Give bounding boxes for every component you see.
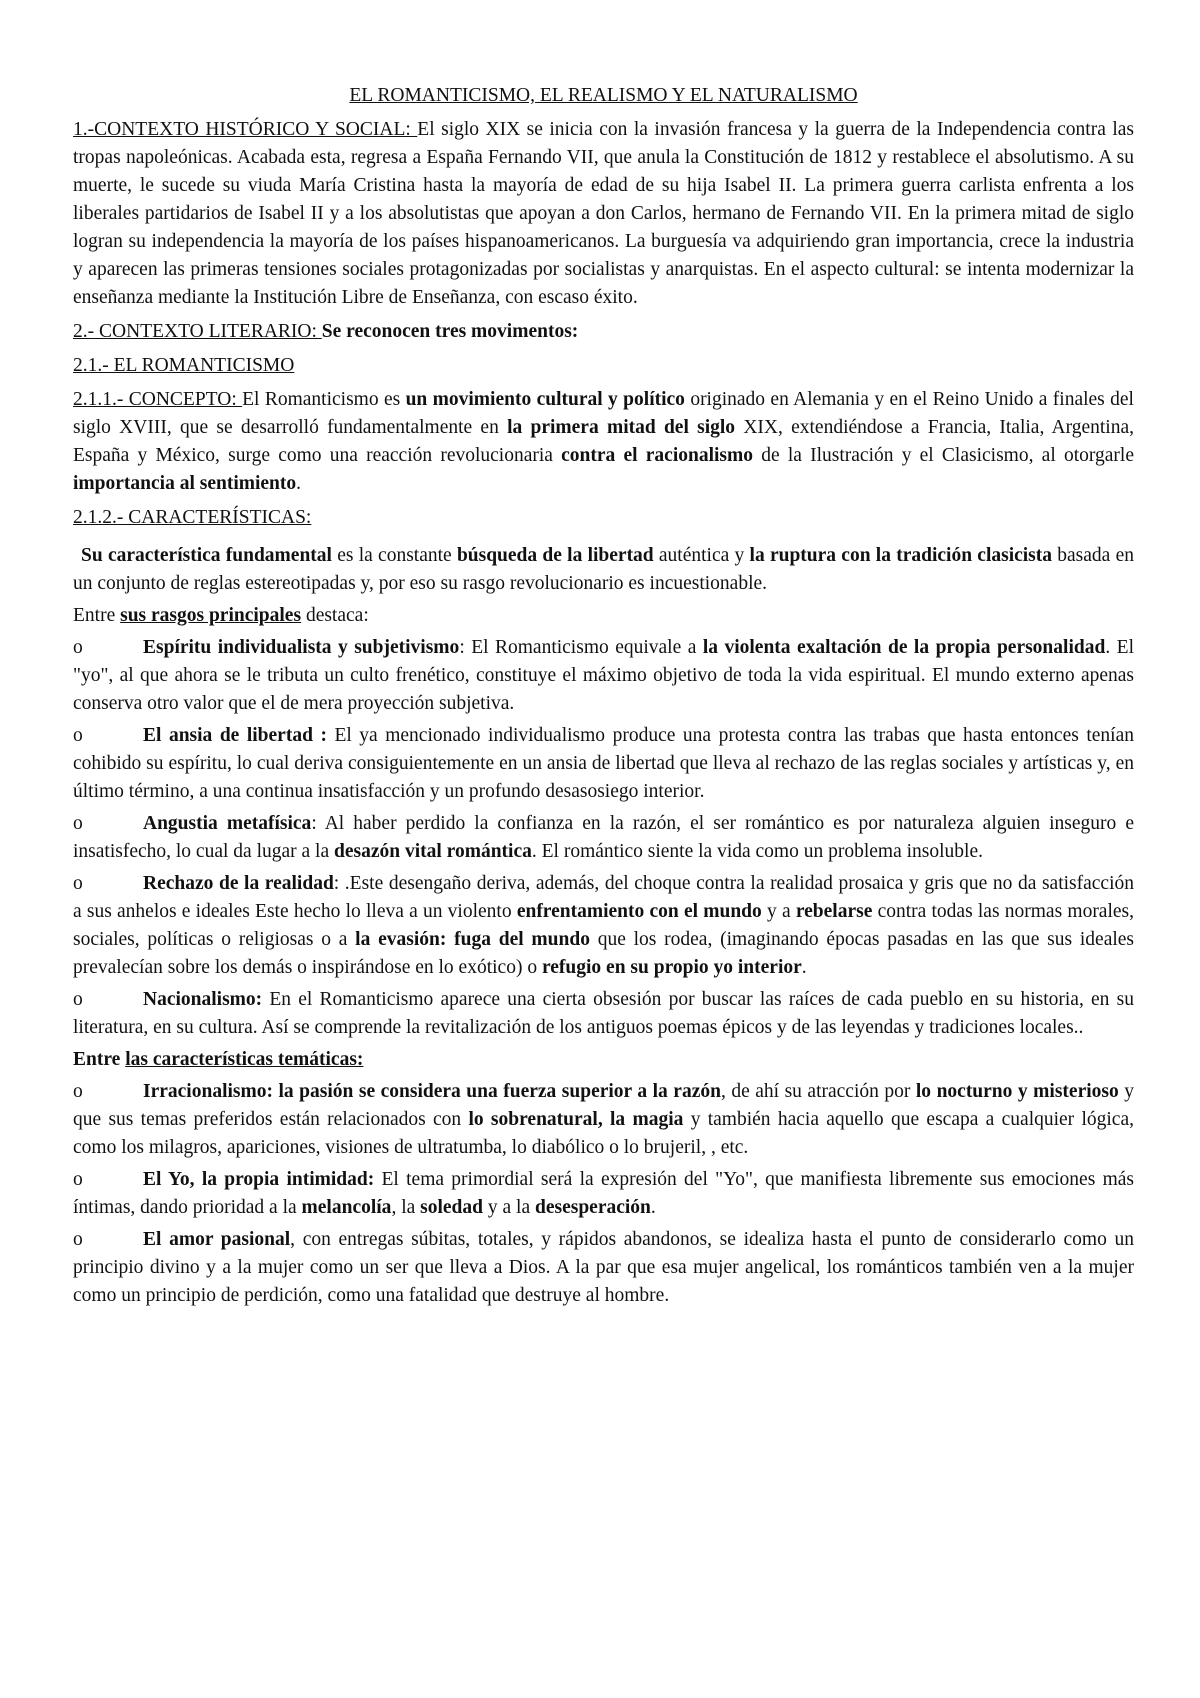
section-heading: 2.1.1.- CONCEPTO: [73, 389, 243, 410]
bold-run: desazón vital romántica [333, 841, 532, 862]
section-concepto [73, 386, 1134, 498]
text-run: XIX, extendiéndose a Francia, Italia, Argentina, España y México, surge como una reacción revolucionaria [73, 417, 1134, 466]
text-run: En el Romanticismo aparece una cierta obsesión por buscar las raíces de cada pueblo en su historia, en su literatura, en su cultura. Así se comprende la revitalización de los antiguos poemas épicos y de las leyendas y tradiciones locales.. [73, 989, 1134, 1038]
text-run: : .Este desengaño deriva, además, del choque contra la realidad prosaica y gris que no da satisfacción a sus anhelos e ideales Este hecho lo lleva a un violento [73, 873, 1135, 922]
text-run: y a [761, 901, 796, 922]
section-heading: 2.1.2.- CARACTERÍSTICAS: [73, 507, 312, 528]
text-run: El Romanticismo es [242, 389, 406, 410]
text-run: originado en Alemania y en el Reino Unido a finales del siglo XVIII, que se desarrolló fundamentalmente en [73, 389, 1134, 438]
section-heading: 2.1.- EL ROMANTICISMO [73, 355, 295, 376]
bold-run: soledad [420, 1197, 483, 1218]
paragraph-text: Se reconocen tres movimentos: [321, 321, 579, 342]
text-run: basada en un conjunto de reglas estereotipadas y, por eso su rasgo revolucionario es incuestionable. [73, 545, 1134, 594]
text-run: El tema primordial será la expresión del "Yo", que manifiesta libremente sus emociones más íntimas, dando prioridad a la [73, 1169, 1135, 1218]
bold-run: sus rasgos principales [120, 605, 302, 626]
bold-run: Irracionalismo: la pasión se considera una fuerza superior a la razón [143, 1081, 721, 1102]
bold-run: lo sobrenatural, la magia [468, 1109, 684, 1130]
text-run: auténtica y [653, 545, 750, 566]
text-run: de la Ilustración y el Clasicismo, al otorgarle [753, 445, 1134, 466]
bold-run: Rechazo de la realidad [143, 873, 334, 894]
bullet-marker: o [73, 1081, 83, 1102]
bold-run: El Yo, la propia intimidad: [143, 1169, 375, 1190]
bold-run: la primera mitad del siglo [507, 417, 736, 438]
bold-run: las características temáticas: [125, 1049, 364, 1070]
rasgos-lead [73, 602, 1134, 630]
bold-run: un movimiento cultural y político [405, 389, 685, 410]
section-romanticismo [73, 352, 1134, 380]
bold-run: Su característica fundamental [81, 545, 332, 566]
document-title: EL ROMANTICISMO, EL REALISMO Y EL NATURALISMO [349, 85, 858, 106]
text-run: que los rodea, (imaginando épocas pasadas en las que sus ideales prevalecían sobre los demás o inspirándose en lo exótico) o [73, 929, 1135, 978]
bold-run: contra el racionalismo [561, 445, 754, 466]
paragraph-text: El siglo XIX se inicia con la invasión francesa y la guerra de la Independencia contra las tropas napoleónicas. Acabada esta, regresa a España Fernando VII, que anula la Constitución de 1812 y restablece el absolutismo. A su muerte, le sucede su viuda María Cristina hasta la mayoría de edad de su hija Isabel II. La primera guerra carlista enfrenta a los liberales partidarios de Isabel II y a los absolutistas que apoyan a don Carlos, hermano de Fernando VII. En la primera mitad de siglo logran su independencia la mayoría de los países hispanoamericanos. La burguesía va adquiriendo gran importancia, crece la industria y aparecen las primeras tensiones sociales protagonizadas por socialistas y anarquistas. En el aspecto cultural: se intenta modernizar la enseñanza mediante la Institución Libre de Enseñanza, con escaso éxito. [73, 119, 1134, 308]
bullet-marker: o [73, 637, 83, 658]
bold-run: Nacionalismo: [143, 989, 263, 1010]
text-run: : Al haber perdido la confianza en la razón, el ser romántico es por naturaleza alguien inseguro e insatisfecho, lo cual da lugar a la [73, 813, 1134, 862]
list-item [73, 810, 1134, 866]
text-run: . [801, 957, 807, 978]
text-run: contra todas las normas morales, sociales, políticas o religiosas o a [73, 901, 1134, 950]
bold-run: importancia al sentimiento [73, 473, 297, 494]
section-contexto-historico [73, 116, 1134, 312]
bold-run: lo nocturno y misterioso [915, 1081, 1119, 1102]
list-item [73, 1226, 1134, 1310]
text-run: Entre [73, 605, 121, 626]
text-run: El ya mencionado individualismo produce una protesta contra las trabas que hasta entonces tenían cohibido su espíritu, lo cual deriva consiguientemente en un ansia de libertad que lleva al rechazo de las reglas sociales y artísticas y, en último término, a una continua insatisfacción y un profundo desasosiego interior. [73, 725, 1134, 802]
bullet-marker: o [73, 989, 83, 1010]
section-heading: 1.-CONTEXTO HISTÓRICO Y SOCIAL: [73, 119, 418, 140]
text-run: y que sus temas preferidos están relacionados con [73, 1081, 1134, 1130]
bullet-marker: o [73, 873, 83, 894]
bold-run: El ansia de libertad : [143, 725, 327, 746]
tematicas-lead [73, 1046, 1134, 1074]
bold-run: la violenta exaltación de la propia personalidad [702, 637, 1106, 658]
text-run: . El romántico siente la vida como un problema insoluble. [531, 841, 983, 862]
text-run: , con entregas súbitas, totales, y rápidos abandonos, se idealiza hasta el punto de considerarlo como un principio divino y a la mujer como un ser que lleva a Dios. A la par que esa mujer angelical, los románticos también ven a la mujer como un principio de perdición, como una fatalidad que destruye al hombre. [73, 1229, 1134, 1306]
section-heading: 2.- CONTEXTO LITERARIO: [73, 321, 322, 342]
text-run: y a la [483, 1197, 535, 1218]
bold-run: Entre [73, 1049, 126, 1070]
list-item [73, 870, 1134, 982]
bullet-marker: o [73, 725, 83, 746]
text-run: , la [391, 1197, 421, 1218]
list-item [73, 1166, 1134, 1222]
bold-run: búsqueda de la libertad [456, 545, 654, 566]
text-run: es la constante [331, 545, 457, 566]
list-item [73, 986, 1134, 1042]
bullet-marker: o [73, 813, 83, 834]
bullet-marker: o [73, 1169, 83, 1190]
section-caracteristicas [73, 504, 1134, 532]
bold-run: enfrentamiento con el mundo [516, 901, 762, 922]
text-run: : El Romanticismo equivale a [459, 637, 703, 658]
text-run: . [296, 473, 302, 494]
bold-run: refugio en su propio yo interior [541, 957, 802, 978]
bold-run: melancolía [301, 1197, 392, 1218]
section-contexto-literario [73, 318, 1134, 346]
bold-run: Espíritu individualista y subjetivismo [143, 637, 460, 658]
bold-run: la ruptura con la tradición clasicista [749, 545, 1053, 566]
bold-run: desesperación [534, 1197, 651, 1218]
bold-run: rebelarse [795, 901, 873, 922]
caracteristicas-intro [73, 542, 1134, 598]
text-run: . El "yo", al que ahora se le tributa un culto frenético, constituye el máximo objetivo de toda la vida espiritual. El mundo externo apenas conserva otro valor que el de mera proyección subjetiva. [73, 637, 1134, 714]
bold-run: la evasión: fuga del mundo [355, 929, 590, 950]
bold-run: Angustia metafísica [143, 813, 312, 834]
text-run: , de ahí su atracción por [720, 1081, 916, 1102]
bullet-marker: o [73, 1229, 83, 1250]
text-run: destaca: [301, 605, 369, 626]
list-item [73, 634, 1134, 718]
text-run: . [650, 1197, 656, 1218]
list-item [73, 1078, 1134, 1162]
list-item [73, 722, 1134, 806]
bold-run: El amor pasional [143, 1229, 291, 1250]
text-run: y también hacia aquello que escapa a cualquier lógica, como los milagros, apariciones, visiones de ultratumba, lo diabólico o lo brujeril, , etc. [73, 1109, 1134, 1158]
